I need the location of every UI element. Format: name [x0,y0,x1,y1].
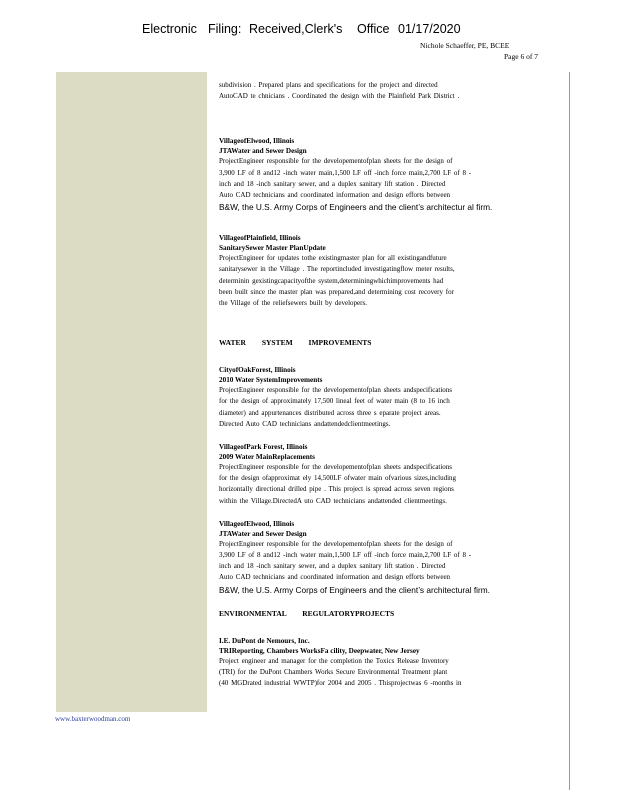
header-filing: Filing: [208,22,242,36]
entry-line: the Village of the reliefsewers built by developers. [219,299,367,308]
entry-client: I.E. DuPont de Nemours, Inc. [219,636,310,645]
project-entry [219,442,559,507]
entry-project: 2009 Water MainReplacements [219,453,315,462]
entry-line: inch and 18 -inch sanitary sewer, and a duplex sanitary lift station . Directed [219,562,446,571]
project-entry [219,365,559,430]
entry-line: for the design of approximately 17,500 lineal feet of water main (8 to 16 inch [219,397,450,406]
section-environmental [219,608,559,690]
entry-line: ProjectEngineer for updates tothe existingmaster plan for all existingandfuture [219,254,447,263]
entry-project: JTAWater and Sewer Design [219,529,307,538]
entry-project: JTAWater and Sewer Design [219,147,307,156]
entry-client: VillageofPark Forest, Illinois [219,443,308,452]
entry-line: been built since the master plan was prepared,and determining cost recovery for [219,287,454,296]
entry-line: diameter) and appurtenances distributed across three s eparate project areas. [219,408,441,417]
intro-line: AutoCAD te chnicians . Coordinated the design with the Plainfield Park District . [219,92,460,101]
entry-line: determinin gexistingcapacityofthe system,determiningwhichimprovements had [219,276,444,285]
section-water [219,337,559,595]
footer-website-link[interactable]: www.baxterwoodman.com [55,715,131,723]
page-number: Page 6 of 7 [504,52,538,61]
entry-line: Directed Auto CAD technicians andattendedclientmeetings. [219,419,391,428]
entry-client: VillageofElwood, Illinois [219,137,295,146]
section-title: ENVIRONMENTAL REGULATORYPROJECTS [219,608,395,618]
entry-line: inch and 18 -inch sanitary sewer, and a duplex sanitary lift station . Directed [219,179,446,188]
margin-rule [569,72,570,790]
header-office: Office [357,22,390,36]
header-date: 01/17/2020 [398,22,461,36]
entry-project: TRIReporting, Chambers WorksFa cility, Deepwater, New Jersey [219,646,420,655]
entry-line: (TRI) for the DuPont Chambers Works Secure Environmental Treatment plant [219,667,448,676]
project-entry [219,136,559,213]
header-received: Received,Clerk's [249,22,343,36]
entry-line: ProjectEngineer responsible for the developementofplan sheets andspecifications [219,386,453,395]
entry-project: SanitarySewer Master PlanUpdate [219,244,326,253]
entry-line-large: B&W, the U.S. Army Corps of Engineers and the client’s architectur al firm. [219,202,493,213]
intro-block [219,80,559,102]
entry-line: 3,900 LF of 8 and12 -inch water main,1,500 LF off -inch force main,2,700 LF of 8 - [219,168,472,177]
entry-client: VillageofElwood, Illinois [219,519,295,528]
entry-line: horizontally directional drilled pipe . This project is spread across seven regions [219,485,454,494]
header-electronic: Electronic [142,22,197,36]
entry-line: sanitarysewer in the Village . The reportincluded investigatingflow meter results, [219,265,455,274]
project-entry [219,636,559,690]
entry-line: for the design ofapproximat ely 14,500LF ofwater main ofvarious sizes,including [219,474,457,483]
entry-line: ProjectEngineer responsible for the developementofplan sheets andspecifications [219,463,453,472]
entry-line: ProjectEngineer responsible for the developementofplan sheets for the design of [219,539,453,548]
intro-line: subdivision . Prepared plans and specifications for the project and directed [219,81,438,89]
entry-line: Project engineer and manager for the completion the Toxics Release Inventory [219,656,449,665]
resume-content [219,80,559,689]
entry-line: Auto CAD technicians and coordinated information and design efforts between [219,573,451,582]
entry-line: Auto CAD technicians and coordinated information and design efforts between [219,191,451,200]
entry-client: VillageofPlainfield, Illinois [219,234,301,243]
author-line: Nichole Schaeffer, PE, BCEE [420,41,510,50]
entry-line: 3,900 LF of 8 and12 -inch water main,1,500 LF off -inch force main,2,700 LF of 8 - [219,551,472,560]
project-entry [219,233,559,309]
entry-client: CityofOakForest, Illinois [219,366,296,375]
entry-project: 2010 Water SystemImprovements [219,376,323,385]
entry-line: within the Village.DirectedA uto CAD technicians andattended clientmeetings. [219,496,447,505]
project-entry [219,519,559,596]
entry-line: (40 MGDrated industrial WWTP)for 2004 and 2005 . Thisprojectwas 6 -months in [219,679,462,688]
entry-line: ProjectEngineer responsible for the developementofplan sheets for the design of [219,157,453,166]
entry-line-large: B&W, the U.S. Army Corps of Engineers and the client’s architectural firm. [219,584,490,595]
sidebar-panel [56,72,207,712]
section-title: WATER SYSTEM IMPROVEMENTS [219,338,372,348]
